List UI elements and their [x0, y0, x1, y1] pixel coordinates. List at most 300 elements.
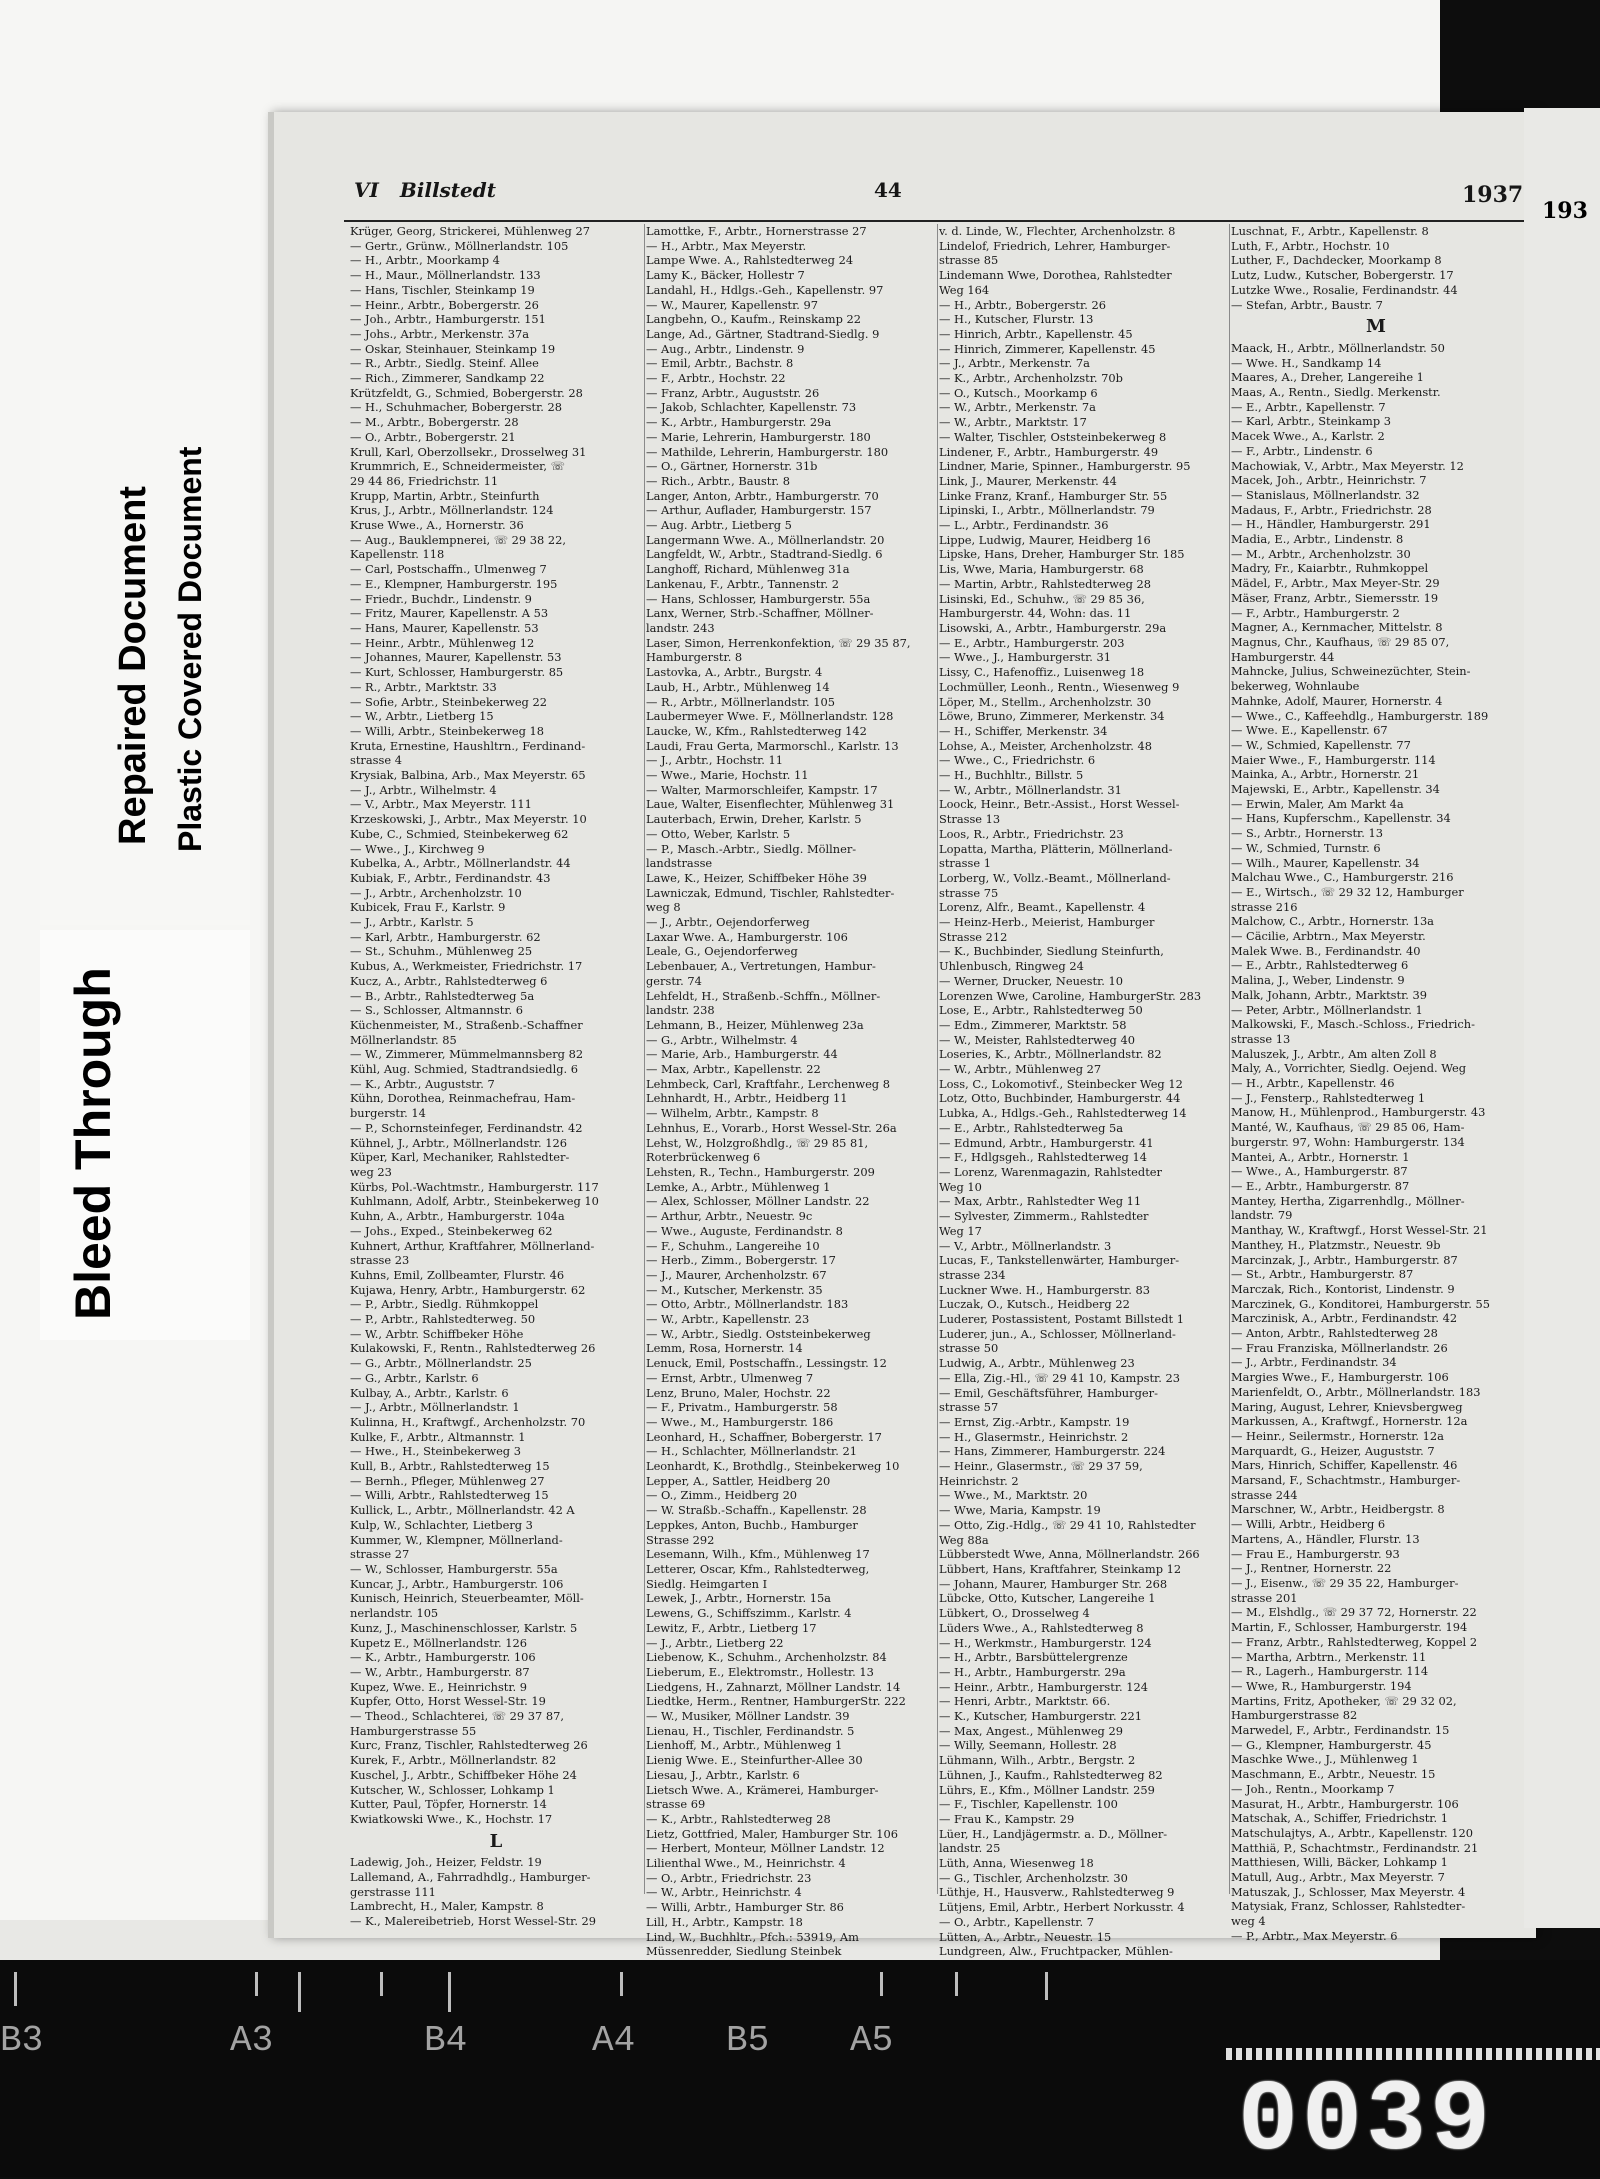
directory-entry: — M., Kutscher, Merkenstr. 35 — [646, 1282, 823, 1297]
directory-entry: — Emil, Geschäftsführer, Hamburger- — [939, 1385, 1158, 1400]
directory-entry: Kucz, A., Arbtr., Rahlstedterweg 6 — [350, 973, 548, 988]
directory-entry: landstrasse — [646, 856, 713, 871]
directory-entry: — Otto, Zig.-Hdlg., ☏ 29 41 10, Rahlstedter — [939, 1517, 1196, 1532]
directory-entry: — W., Arbtr., Möllnerlandstr. 31 — [939, 782, 1122, 797]
directory-entry: Kupfer, Otto, Horst Wessel-Str. 19 — [350, 1694, 546, 1709]
film-label-a5: A5 — [850, 2020, 894, 2061]
directory-entry: Kurc, Franz, Tischler, Rahlstedterweg 26 — [350, 1738, 588, 1753]
directory-entry: Lawe, K., Heizer, Schiffbeker Höhe 39 — [646, 870, 867, 885]
directory-entry: — Martha, Arbtrn., Merkenstr. 11 — [1231, 1649, 1427, 1664]
directory-entry: Langer, Anton, Arbtr., Hamburgerstr. 70 — [646, 488, 879, 503]
directory-entry: Maack, H., Arbtr., Möllnerlandstr. 50 — [1231, 340, 1445, 355]
directory-entry: Lotz, Otto, Buchbinder, Hamburgerstr. 44 — [939, 1091, 1181, 1106]
directory-entry: — P., Masch.-Arbtr., Siedlg. Möllner- — [646, 841, 857, 856]
directory-entry: — J., Arbtr., Merkenstr. 7a — [939, 356, 1090, 371]
film-label-a3: A3 — [230, 2020, 274, 2061]
directory-entry: — Herb., Zimm., Bobergerstr. 17 — [646, 1253, 836, 1268]
directory-entry: — Wwe, R., Hamburgerstr. 194 — [1231, 1678, 1412, 1693]
directory-entry: Matthiesen, Willi, Bäcker, Lohkamp 1 — [1231, 1855, 1448, 1870]
directory-entry: Kubicek, Frau F., Karlstr. 9 — [350, 900, 506, 915]
directory-entry: nerlandstr. 105 — [350, 1606, 439, 1621]
directory-entry: Weg 17 — [939, 1223, 982, 1238]
directory-entry: — Willi, Arbtr., Rahlstedterweg 15 — [350, 1488, 549, 1503]
directory-entry: Marczinisk, A., Arbtr., Ferdinandstr. 42 — [1231, 1311, 1458, 1326]
directory-entry: — Karl, Arbtr., Hamburgerstr. 62 — [350, 929, 541, 944]
directory-entry: — Heinr., Seilermstr., Hornerstr. 12a — [1231, 1428, 1444, 1443]
directory-entry: — Joh., Rentn., Moorkamp 7 — [1231, 1781, 1395, 1796]
directory-entry: Lehmann, B., Heizer, Mühlenweg 23a — [646, 1017, 864, 1032]
directory-entry: — Lorenz, Warenmagazin, Rahlstedter — [939, 1165, 1162, 1179]
directory-entry: — Arthur, Arbtr., Neuestr. 9c — [646, 1209, 813, 1224]
directory-entry: — Frau Franziska, Möllnerlandstr. 26 — [1231, 1340, 1448, 1355]
directory-entry: — Hinrich, Zimmerer, Kapellenstr. 45 — [939, 341, 1156, 356]
directory-entry: Kruse Wwe., A., Hornerstr. 36 — [350, 518, 524, 533]
directory-entry: Lange, Ad., Gärtner, Stadtrand-Siedlg. 9 — [646, 326, 880, 341]
directory-entry: weg 4 — [1231, 1914, 1266, 1929]
directory-entry: — G., Arbtr., Karlstr. 6 — [350, 1370, 479, 1385]
directory-entry: — W., Arbtr., Mühlenweg 27 — [939, 1062, 1102, 1077]
directory-entry: — J., Arbtr., Archenholzstr. 10 — [350, 885, 522, 900]
directory-entry: Maluszek, J., Arbtr., Am alten Zoll 8 — [1231, 1046, 1437, 1061]
directory-entry: Margies Wwe., F., Hamburgerstr. 106 — [1231, 1370, 1449, 1385]
directory-entry: — W., Arbtr., Merkenstr. 7a — [939, 400, 1096, 415]
directory-entry: strasse 75 — [939, 885, 999, 900]
directory-entry: gerstrasse 111 — [350, 1884, 436, 1899]
column-4 — [1231, 224, 1521, 1944]
directory-entry: — W., Zimmerer, Mümmelmannsberg 82 — [350, 1047, 584, 1062]
directory-entry: Lallemand, A., Fahrradhdlg., Hamburger- — [350, 1870, 591, 1885]
directory-entry: Luderer, Postassistent, Postamt Billstedt 1 — [939, 1312, 1184, 1327]
directory-entry: — Ernst, Zig.-Arbtr., Kampstr. 19 — [939, 1414, 1130, 1429]
directory-entry: Malk, Johann, Arbtr., Marktstr. 39 — [1231, 987, 1428, 1002]
directory-entry: Malkowski, F., Masch.-Schloss., Friedrich- — [1231, 1017, 1475, 1032]
frame-number-dots — [1226, 2048, 1600, 2060]
directory-entry: Lamottke, F., Arbtr., Hornerstrasse 27 — [646, 224, 867, 238]
directory-entry: Laxar Wwe. A., Hamburgerstr. 106 — [646, 929, 848, 944]
next-page-edge — [1524, 108, 1600, 1928]
directory-entry: — E., Arbtr., Rahlstedterweg 5a — [939, 1120, 1124, 1135]
directory-entry: Lind, W., Buchhltr., Pfch.: 53919, Am — [646, 1929, 859, 1944]
directory-entry: bekerweg, Wohnlaube — [1231, 679, 1360, 694]
directory-entry: Langhoff, Richard, Mühlenweg 31a — [646, 562, 850, 577]
directory-entry: Hamburgerstrasse 82 — [1231, 1708, 1358, 1723]
directory-entry: Marcinzak, J., Arbtr., Hamburgerstr. 87 — [1231, 1252, 1458, 1267]
directory-entry: — Wwe., Auguste, Ferdinandstr. 8 — [646, 1223, 843, 1238]
section-number: VI — [354, 178, 379, 202]
letter-section-l: L — [489, 1830, 503, 1852]
directory-entry: — Heinr., Glasermstr., ☏ 29 37 59, — [939, 1459, 1143, 1474]
directory-entry: — H., Händler, Hamburgerstr. 291 — [1231, 517, 1431, 532]
directory-entry: Macek Wwe., A., Karlstr. 2 — [1231, 429, 1385, 444]
directory-entry: — H., Arbtr., Kapellenstr. 46 — [1231, 1076, 1395, 1091]
directory-entry: Kubus, A., Werkmeister, Friedrichstr. 17 — [350, 959, 583, 974]
directory-entry: Lienau, H., Tischler, Ferdinandstr. 5 — [646, 1723, 855, 1738]
directory-entry: — Anton, Arbtr., Rahlstedterweg 28 — [1231, 1326, 1438, 1341]
directory-entry: Hamburgerstrasse 55 — [350, 1723, 477, 1738]
directory-entry: — Gertr., Grünw., Möllnerlandstr. 105 — [350, 238, 569, 253]
directory-entry: Lühnen, J., Kaufm., Rahlstedterweg 82 — [939, 1767, 1163, 1782]
directory-entry: strasse 1 — [939, 856, 991, 871]
directory-entry: Lüthje, H., Hausverw., Rahlstedterweg 9 — [939, 1885, 1175, 1900]
directory-entry: — Rich., Zimmerer, Sandkamp 22 — [350, 371, 545, 386]
directory-entry: Lisowski, A., Arbtr., Hamburgerstr. 29a — [939, 620, 1167, 635]
directory-entry: — P., Arbtr., Rahlstedterweg. 50 — [350, 1312, 536, 1327]
directory-entry: — Hans, Zimmerer, Hamburgerstr. 224 — [939, 1444, 1166, 1459]
directory-entry: strasse 23 — [350, 1253, 410, 1268]
directory-entry: — Otto, Arbtr., Möllnerlandstr. 183 — [646, 1297, 849, 1312]
directory-entry: — S., Arbtr., Hornerstr. 13 — [1231, 826, 1383, 841]
directory-entry: Langbehn, O., Kaufm., Reinskamp 22 — [646, 312, 862, 327]
directory-entry: Kupetz E., Möllnerlandstr. 126 — [350, 1635, 527, 1650]
directory-entry: Kuhnert, Arthur, Kraftfahrer, Möllnerland- — [350, 1238, 595, 1253]
directory-entry: Lebenbauer, A., Vertretungen, Hambur- — [646, 959, 876, 974]
directory-entry: — Wwe., C., Kaffeehdlg., Hamburgerstr. 189 — [1231, 708, 1489, 723]
directory-entry: Lienig Wwe. E., Steinfurther-Allee 30 — [646, 1753, 863, 1768]
directory-entry: — Heinr., Arbtr., Bobergerstr. 26 — [350, 297, 539, 312]
directory-entry: Kube, C., Schmied, Steinbekerweg 62 — [350, 826, 569, 841]
directory-entry: — Aug., Bauklempnerei, ☏ 29 38 22, — [350, 532, 566, 547]
page-header — [354, 178, 1600, 214]
column-separator — [1229, 224, 1230, 1894]
directory-entry: Kull, B., Arbtr., Rahlstedterweg 15 — [350, 1459, 550, 1474]
directory-entry: — Mathilde, Lehrerin, Hamburgerstr. 180 — [646, 444, 889, 459]
directory-entry: Krummrich, E., Schneidermeister, ☏ — [350, 459, 565, 474]
directory-entry: — Aug. Arbtr., Lietberg 5 — [646, 518, 792, 533]
directory-entry: — Friedr., Buchdr., Lindenstr. 9 — [350, 591, 532, 606]
directory-entry: strasse 85 — [939, 253, 999, 268]
directory-entry: — Martin, Arbtr., Rahlstedterweg 28 — [939, 576, 1152, 591]
directory-entry: Luth, F., Arbtr., Hochstr. 10 — [1231, 238, 1390, 253]
directory-entry: — Johannes, Maurer, Kapellenstr. 53 — [350, 650, 562, 665]
column-4-tail-entries — [1231, 341, 1521, 1944]
directory-entry: Mantey, Hertha, Zigarrenhdlg., Möllner- — [1231, 1193, 1465, 1208]
directory-entry: — K., Arbtr., Archenholzstr. 70b — [939, 371, 1123, 386]
directory-entry: Kuhn, A., Arbtr., Hamburgerstr. 104a — [350, 1209, 565, 1224]
column-1-tail-entries — [350, 1855, 642, 1929]
directory-entry: Marczinek, G., Konditorei, Hamburgerstr. 55 — [1231, 1296, 1490, 1311]
directory-entry: Lankenau, F., Arbtr., Tannenstr. 2 — [646, 576, 839, 591]
directory-entry: — Frau K., Kampstr. 29 — [939, 1811, 1075, 1826]
directory-entry: Mäser, Franz, Arbtr., Siemersstr. 19 — [1231, 590, 1439, 605]
year: 1937 — [1462, 182, 1524, 208]
directory-entry: Weg 164 — [939, 282, 990, 297]
directory-entry: Malina, J., Weber, Lindenstr. 9 — [1231, 973, 1405, 988]
directory-entry: Lemke, A., Arbtr., Mühlenweg 1 — [646, 1179, 831, 1194]
column-1 — [350, 224, 642, 1929]
directory-entry: Langfeldt, W., Arbtr., Stadtrand-Siedlg. 6 — [646, 547, 883, 562]
directory-entry: Link, J., Maurer, Merkenstr. 44 — [939, 473, 1117, 488]
directory-entry: — O., Arbtr., Bobergerstr. 21 — [350, 429, 516, 444]
directory-entry: — Herbert, Monteur, Möllner Landstr. 12 — [646, 1841, 885, 1856]
directory-entry: Kunz, J., Maschinenschlosser, Karlstr. 5 — [350, 1620, 578, 1635]
directory-entry: Lill, H., Arbtr., Kampstr. 18 — [646, 1914, 803, 1929]
directory-entry: Lamy K., Bäcker, Hollestr 7 — [646, 268, 805, 283]
directory-entry: Loos, R., Arbtr., Friedrichstr. 23 — [939, 826, 1124, 841]
directory-entry: Maly, A., Vorrichter, Siedlg. Oejend. Weg — [1231, 1061, 1467, 1076]
directory-entry: Lehst, W., Holzgroßhdlg., ☏ 29 85 81, — [646, 1135, 869, 1150]
directory-entry: Laue, Walter, Eisenflechter, Mühlenweg 31 — [646, 797, 895, 812]
directory-entry: — W., Schmied, Turnstr. 6 — [1231, 840, 1381, 855]
directory-entry: — W., Schlosser, Hamburgerstr. 55a — [350, 1561, 558, 1576]
directory-entry: strasse 27 — [350, 1547, 410, 1562]
directory-entry: Landahl, H., Hdlgs.-Geh., Kapellenstr. 97 — [646, 282, 884, 297]
directory-entry: Leonhardt, K., Brothdlg., Steinbekerweg 10 — [646, 1459, 900, 1474]
directory-entry: Lewens, G., Schiffszimm., Karlstr. 4 — [646, 1606, 852, 1621]
directory-entry: — W., Arbtr., Kapellenstr. 23 — [646, 1312, 810, 1327]
directory-entry: Liedtke, Herm., Rentner, HamburgerStr. 222 — [646, 1694, 906, 1709]
directory-entry: — Max, Arbtr., Rahlstedter Weg 11 — [939, 1194, 1142, 1209]
directory-entry: — Wwe., M., Marktstr. 20 — [939, 1488, 1088, 1503]
directory-entry: — H., Arbtr., Max Meyerstr. — [646, 238, 807, 253]
directory-entry: strasse 57 — [939, 1400, 999, 1415]
directory-entry: Mädel, F., Arbtr., Max Meyer-Str. 29 — [1231, 576, 1440, 591]
directory-entry: — E., Arbtr., Kapellenstr. 7 — [1231, 399, 1386, 414]
directory-entry: Lipske, Hans, Dreher, Hamburger Str. 185 — [939, 547, 1185, 562]
directory-entry: Lundgreen, Alw., Fruchtpacker, Mühlen- — [939, 1944, 1173, 1959]
directory-entry: — K., Arbtr., Rahlstedterweg 28 — [646, 1811, 831, 1826]
directory-entry: Lissy, C., Hafenoffiz., Luisenweg 18 — [939, 665, 1145, 680]
directory-entry: — Aug., Arbtr., Lindenstr. 9 — [646, 341, 805, 356]
directory-entry: — Erwin, Maler, Am Markt 4a — [1231, 796, 1404, 811]
directory-entry: — P., Arbtr., Max Meyerstr. 6 — [1231, 1928, 1398, 1943]
directory-entry: Kutscher, W., Schlosser, Lohkamp 1 — [350, 1782, 555, 1797]
directory-entry: — Hinrich, Arbtr., Kapellenstr. 45 — [939, 326, 1133, 341]
directory-entry: Laser, Simon, Herrenkonfektion, ☏ 29 35 87, — [646, 635, 911, 650]
directory-entry: — W., Arbtr., Siedlg. Oststeinbekerweg — [646, 1326, 871, 1341]
directory-entry: Lütjens, Emil, Arbtr., Herbert Norkusstr. 4 — [939, 1900, 1185, 1915]
directory-entry: — Oskar, Steinhauer, Steinkamp 19 — [350, 341, 556, 356]
directory-entry: — W., Musiker, Möllner Landstr. 39 — [646, 1709, 850, 1724]
directory-entry: Lietz, Gottfried, Maler, Hamburger Str. 106 — [646, 1826, 898, 1841]
directory-entry: Maier Wwe., F., Hamburgerstr. 114 — [1231, 752, 1436, 767]
directory-entry: Lienhoff, M., Arbtr., Mühlenweg 1 — [646, 1738, 843, 1753]
directory-entry: — E., Wirtsch., ☏ 29 32 12, Hamburger — [1231, 884, 1464, 899]
directory-entry: — W., Arbtr., Marktstr. 17 — [939, 415, 1087, 430]
directory-entry: — Emil, Arbtr., Bachstr. 8 — [646, 356, 794, 371]
directory-entry: Lose, E., Arbtr., Rahlstedterweg 50 — [939, 1003, 1143, 1018]
directory-entry: Hamburgerstr. 44, Wohn: das. 11 — [939, 606, 1132, 621]
directory-entry: — G., Arbtr., Möllnerlandstr. 25 — [350, 1356, 532, 1371]
column-3-entries — [939, 224, 1229, 1974]
directory-entry: — O., Gärtner, Hornerstr. 31b — [646, 459, 818, 474]
directory-entry: — O., Zimm., Heidberg 20 — [646, 1488, 798, 1503]
frame-number: 0039 — [1238, 2066, 1495, 2179]
directory-entry: Leale, G., Oejendorferweg — [646, 944, 798, 959]
directory-entry: — G., Arbtr., Wilhelmstr. 4 — [646, 1032, 798, 1047]
directory-entry: Küchenmeister, M., Straßenb.-Schaffner — [350, 1017, 583, 1032]
directory-entry: Loock, Heinr., Betr.-Assist., Horst Wessel- — [939, 797, 1180, 812]
directory-entry: Hamburgerstr. 8 — [646, 650, 743, 665]
directory-entry: — Fritz, Maurer, Kapellenstr. A 53 — [350, 606, 549, 621]
directory-entry: Möllnerlandstr. 85 — [350, 1032, 457, 1047]
directory-entry: — F., Tischler, Kapellenstr. 100 — [939, 1797, 1118, 1812]
directory-entry: Lüth, Anna, Wiesenweg 18 — [939, 1856, 1094, 1871]
directory-entry: Linke Franz, Kranf., Hamburger Str. 55 — [939, 488, 1168, 503]
directory-entry: — W., Maurer, Kapellenstr. 97 — [646, 297, 819, 312]
directory-entry: Lemm, Rosa, Hornerstr. 14 — [646, 1341, 803, 1356]
directory-entry: Kubelka, A., Arbtr., Möllnerlandstr. 44 — [350, 856, 571, 871]
directory-entry: — Hans, Tischler, Steinkamp 19 — [350, 282, 535, 297]
directory-entry: — Max, Angest., Mühlenweg 29 — [939, 1723, 1123, 1738]
directory-entry: Manthay, W., Kraftwgf., Horst Wessel-Str. 21 — [1231, 1223, 1488, 1238]
directory-entry: — Hans, Schlosser, Hamburgerstr. 55a — [646, 591, 871, 606]
directory-entry: Macek, Joh., Arbtr., Heinrichstr. 7 — [1231, 473, 1427, 488]
directory-entry: — Willi, Arbtr., Hamburger Str. 86 — [646, 1900, 844, 1915]
directory-entry: Weg 10 — [939, 1179, 982, 1194]
directory-entry: Lis, Wwe, Maria, Hamburgerstr. 68 — [939, 562, 1144, 577]
directory-entry: gerstr. 74 — [646, 973, 702, 988]
directory-entry: Matschak, A., Schiffer, Friedrichstr. 1 — [1231, 1811, 1448, 1826]
directory-entry: — V., Arbtr., Möllnerlandstr. 3 — [939, 1238, 1112, 1253]
film-label-b5: B5 — [726, 2020, 770, 2061]
directory-entry: — Franz, Arbtr., Rahlstedterweg, Koppel 2 — [1231, 1634, 1478, 1649]
directory-entry: — O., Kutsch., Moorkamp 6 — [939, 385, 1098, 400]
directory-entry: Kulbay, A., Arbtr., Karlstr. 6 — [350, 1385, 509, 1400]
directory-entry: — Joh., Arbtr., Hamburgerstr. 151 — [350, 312, 546, 327]
directory-entry: Leonhard, H., Schaffner, Bobergerstr. 17 — [646, 1429, 882, 1444]
directory-entry: Löper, M., Stellm., Archenholzstr. 30 — [939, 694, 1152, 709]
directory-entry: — Kurt, Schlosser, Hamburgerstr. 85 — [350, 665, 564, 680]
directory-entry: — G., Tischler, Archenholzstr. 30 — [939, 1870, 1128, 1885]
directory-entry: Majewski, E., Arbtr., Kapellenstr. 34 — [1231, 782, 1440, 797]
column-2-entries — [646, 224, 936, 1959]
directory-entry: Mahncke, Julius, Schweinezüchter, Stein- — [1231, 664, 1471, 679]
directory-entry: — H., Kutscher, Flurstr. 13 — [939, 312, 1094, 327]
directory-entry: — K., Arbtr., Hamburgerstr. 106 — [350, 1650, 536, 1665]
directory-entry: Luckner Wwe. H., Hamburgerstr. 83 — [939, 1282, 1150, 1297]
directory-entry: Masurat, H., Arbtr., Hamburgerstr. 106 — [1231, 1796, 1459, 1811]
directory-entry: Kühnel, J., Arbtr., Möllnerlandstr. 126 — [350, 1135, 568, 1150]
directory-entry: — Wwe., Marie, Hochstr. 11 — [646, 768, 809, 783]
directory-entry: Lindelof, Friedrich, Lehrer, Hamburger- — [939, 238, 1171, 253]
directory-entry: Kulakowski, F., Rentn., Rahlstedterweg 26 — [350, 1341, 596, 1356]
directory-entry: — V., Arbtr., Max Meyerstr. 111 — [350, 797, 532, 812]
film-ruler — [0, 1972, 1240, 2012]
directory-entry: — Werner, Drucker, Neuestr. 10 — [939, 973, 1123, 988]
directory-entry: Lübberstedt Wwe, Anna, Möllnerlandstr. 266 — [939, 1547, 1200, 1562]
directory-entry: Marsand, F., Schachtmstr., Hamburger- — [1231, 1473, 1461, 1488]
directory-entry: Krützfeldt, G., Schmied, Bobergerstr. 28 — [350, 385, 583, 400]
directory-entry: Lampe Wwe. A., Rahlstedterweg 24 — [646, 253, 854, 268]
directory-entry: Lütten, A., Arbtr., Neuestr. 15 — [939, 1929, 1112, 1944]
directory-entry: — J., Arbtr., Hochstr. 11 — [646, 753, 784, 768]
directory-entry: Luther, F., Dachdecker, Moorkamp 8 — [1231, 253, 1442, 268]
directory-entry: Lieberum, E., Elektromstr., Hollestr. 13 — [646, 1664, 874, 1679]
directory-entry: Kuhlmann, Adolf, Arbtr., Steinbekerweg 10 — [350, 1194, 599, 1209]
directory-entry: — Wwe., C., Friedrichstr. 6 — [939, 753, 1096, 768]
directory-entry: Matthiä, P., Schachtmstr., Ferdinandstr. 21 — [1231, 1840, 1479, 1855]
directory-entry: Maares, A., Dreher, Langereihe 1 — [1231, 370, 1424, 385]
directory-entry: Laubermeyer Wwe. F., Möllnerlandstr. 128 — [646, 709, 894, 724]
directory-entry: landstr. 238 — [646, 1003, 715, 1018]
directory-entry: Kühl, Aug. Schmied, Stadtrandsiedlg. 6 — [350, 1062, 578, 1077]
directory-entry: Matuszak, J., Schlosser, Max Meyerstr. 4 — [1231, 1884, 1466, 1899]
directory-entry: Lucas, F., Tankstellenwärter, Hamburger- — [939, 1253, 1180, 1268]
directory-entry: Lilienthal Wwe., M., Heinrichstr. 4 — [646, 1856, 846, 1871]
directory-entry: Lenz, Bruno, Maler, Hochstr. 22 — [646, 1385, 831, 1400]
directory-entry: Lopatta, Martha, Plätterin, Möllnerland- — [939, 841, 1173, 856]
column-1-entries — [350, 224, 642, 1827]
directory-entry: — L., Arbtr., Ferdinandstr. 36 — [939, 518, 1109, 533]
directory-entry: Lüders Wwe., A., Rahlstedterweg 8 — [939, 1620, 1144, 1635]
directory-entry: Malchow, C., Arbtr., Hornerstr. 13a — [1231, 914, 1434, 929]
directory-entry: — W. Straßb.-Schaffn., Kapellenstr. 28 — [646, 1503, 867, 1518]
directory-entry: Krüger, Georg, Strickerei, Mühlenweg 27 — [350, 224, 590, 238]
directory-entry: Lehsten, R., Techn., Hamburgerstr. 209 — [646, 1165, 875, 1179]
directory-entry: Kulke, F., Arbtr., Altmannstr. 1 — [350, 1429, 526, 1444]
directory-entry: — W., Arbtr., Heinrichstr. 4 — [646, 1885, 802, 1900]
directory-entry: — E., Arbtr., Rahlstedterweg 6 — [1231, 958, 1409, 973]
directory-entry: — J., Arbtr., Wilhelmstr. 4 — [350, 782, 497, 797]
directory-entry: — O., Arbtr., Kapellenstr. 7 — [939, 1914, 1094, 1929]
directory-entry: Kuschel, J., Arbtr., Schiffbeker Höhe 24 — [350, 1767, 577, 1782]
directory-entry: Lubka, A., Hdlgs.-Geh., Rahlstedterweg 14 — [939, 1106, 1187, 1121]
directory-entry: strasse 234 — [939, 1267, 1006, 1282]
directory-entry: Müssenredder, Siedlung Steinbek — [646, 1944, 842, 1959]
column-2 — [646, 224, 936, 1959]
directory-entry: — E., Klempner, Hamburgerstr. 195 — [350, 576, 558, 591]
directory-entry: — St., Arbtr., Hamburgerstr. 87 — [1231, 1267, 1414, 1282]
directory-entry: Lambrecht, H., Maler, Kampstr. 8 — [350, 1899, 544, 1914]
directory-entry: strasse 244 — [1231, 1487, 1298, 1502]
directory-entry: Maring, August, Lehrer, Knievsbergweg — [1231, 1399, 1463, 1414]
directory-entry: Manow, H., Mühlenprod., Hamburgerstr. 43 — [1231, 1105, 1486, 1120]
directory-entry: — Wilh., Maurer, Kapellenstr. 34 — [1231, 855, 1420, 870]
directory-entry: — Wilhelm, Arbtr., Kampstr. 8 — [646, 1106, 819, 1121]
repaired-document-stamp: Repaired Document — [112, 486, 154, 845]
directory-entry: — Cäcilie, Arbtrn., Max Meyerstr. — [1231, 929, 1426, 944]
film-label-a4: A4 — [592, 2020, 636, 2061]
directory-entry: Malchau Wwe., C., Hamburgerstr. 216 — [1231, 870, 1454, 885]
directory-entry: Lindemann Wwe, Dorothea, Rahlstedter — [939, 268, 1172, 283]
directory-entry: Martins, Fritz, Apotheker, ☏ 29 32 02, — [1231, 1693, 1457, 1708]
directory-entry: strasse 201 — [1231, 1590, 1298, 1605]
directory-entry: Lietsch Wwe. A., Krämerei, Hamburger- — [646, 1782, 879, 1797]
directory-entry: v. d. Linde, W., Flechter, Archenholzstr. 8 — [939, 224, 1176, 238]
directory-entry: Mainka, A., Arbtr., Hornerstr. 21 — [1231, 767, 1420, 782]
directory-entry: Kühn, Dorothea, Reinmachefrau, Ham- — [350, 1091, 576, 1106]
directory-entry: — K., Kutscher, Hamburgerstr. 221 — [939, 1709, 1142, 1724]
directory-entry: — Johs., Arbtr., Merkenstr. 37a — [350, 326, 530, 341]
directory-entry: — Heinz-Herb., Meierist, Hamburger — [939, 915, 1155, 930]
directory-entry: Loss, C., Lokomotivf., Steinbecker Weg 12 — [939, 1076, 1183, 1091]
directory-entry: — Wwe. H., Sandkamp 14 — [1231, 355, 1382, 370]
directory-entry: Malek Wwe. B., Ferdinandstr. 40 — [1231, 943, 1421, 958]
directory-entry: — J., Fensterp., Rahlstedterweg 1 — [1231, 1090, 1426, 1105]
directory-entry: Lanx, Werner, Strb.-Schaffner, Möllner- — [646, 606, 874, 621]
directory-entry: Kubiak, F., Arbtr., Ferdinandstr. 43 — [350, 870, 551, 885]
directory-entry: Hamburgerstr. 44 — [1231, 649, 1335, 664]
directory-entry: — W., Arbtr., Lietberg 15 — [350, 709, 494, 724]
directory-entry: — F., Privatm., Hamburgerstr. 58 — [646, 1400, 838, 1415]
directory-entry: Kujawa, Henry, Arbtr., Hamburgerstr. 62 — [350, 1282, 586, 1297]
directory-entry: Kurek, F., Arbtr., Möllnerlandstr. 82 — [350, 1753, 557, 1768]
page-header-left — [354, 178, 496, 202]
directory-entry: — Arthur, Auflader, Hamburgerstr. 157 — [646, 503, 872, 518]
directory-page — [268, 112, 1536, 1959]
directory-entry: — M., Arbtr., Bobergerstr. 28 — [350, 415, 519, 430]
column-separator — [937, 224, 938, 1894]
directory-entry: weg 23 — [350, 1165, 392, 1179]
directory-entry: burgerstr. 14 — [350, 1106, 426, 1121]
directory-entry: — Karl, Arbtr., Steinkamp 3 — [1231, 414, 1391, 429]
directory-entry: landstr. 243 — [646, 620, 715, 635]
directory-entry: Krull, Karl, Oberzollsekr., Drosselweg 31 — [350, 444, 587, 459]
directory-entry: Kwiatkowski Wwe., K., Hochstr. 17 — [350, 1811, 553, 1826]
directory-entry: — Stefan, Arbtr., Baustr. 7 — [1231, 297, 1383, 312]
directory-entry: — J., Eisenw., ☏ 29 35 22, Hamburger- — [1231, 1575, 1459, 1590]
directory-entry: — G., Klempner, Hamburgerstr. 45 — [1231, 1737, 1432, 1752]
